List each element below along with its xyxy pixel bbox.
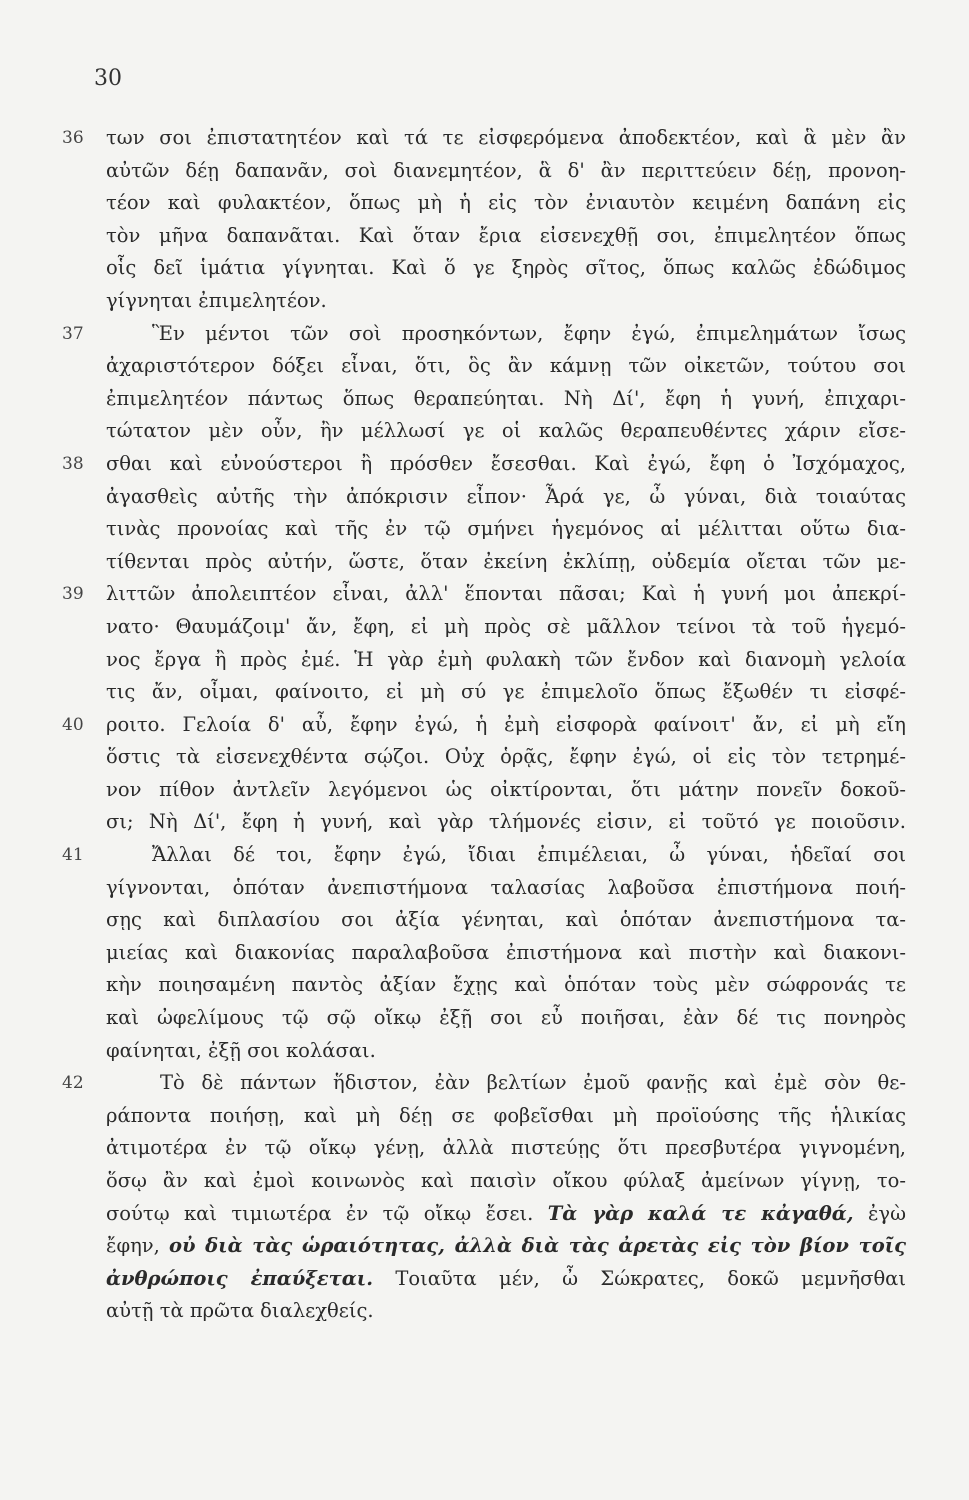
- emphasis-text: Τὰ γὰρ καλά τε κἀγαθά,: [547, 1201, 854, 1225]
- text-line: αὐτῶν δέῃ δαπανᾶν, σοὶ διανεμητέον, ἃ δ' ἂν περιττεύειν δέῃ, προνοη-: [106, 158, 906, 182]
- text-line: ράποντα ποιήσῃ, καὶ μὴ δέῃ σε φοβεῖσθαι μὴ προϊούσης τῆς ἡλικίας: [106, 1103, 906, 1127]
- text-line: σούτῳ καὶ τιμιωτέρα ἐν τῷ οἴκῳ ἔσει. Τὰ γὰρ καλά τε κἀγαθά, ἐγὼ: [106, 1201, 906, 1225]
- text-line: 39 λιττῶν ἀπολειπτέον εἶναι, ἀλλ' ἕπονται πᾶσαι; Καὶ ἡ γυνή μοι ἀπεκρί-: [106, 578, 906, 611]
- text-line: ἔφην, οὐ διὰ τὰς ὡραιότητας, ἀλλὰ διὰ τὰς ἀρετὰς εἰς τὸν βίον τοῖς: [106, 1234, 907, 1258]
- text-line: οἷς δεῖ ἱμάτια γίγνηται. Καὶ ὅ γε ξηρὸς σῖτος, ὅπως καλῶς ἐδώδιμος: [106, 256, 906, 280]
- text-line: μιείας καὶ διακονίας παραλαβοῦσα ἐπιστήμονα καὶ πιστὴν καὶ διακονι-: [106, 940, 906, 964]
- text-line: 37 Ἓν μέντοι τῶν σοὶ προσηκόντων, ἔφην ἐγώ, ἐπιμελημάτων ἴσως: [106, 318, 906, 351]
- text-line: ἐπιμελητέον πάντως ὅπως θεραπεύηται. Νὴ Δί', ἔφη ἡ γυνή, ἐπιχαρι-: [106, 386, 906, 410]
- emphasis-text: οὐ διὰ τὰς ὡραιότητας, ἀλλὰ διὰ τὰς ἀρετὰς εἰς τὸν βίον τοῖς: [168, 1234, 907, 1258]
- text-line: 38 σθαι καὶ εὐνούστεροι ἢ πρόσθεν ἔσεσθαι. Καὶ ἐγώ, ἔφη ὁ Ἰσχόμαχος,: [106, 448, 906, 481]
- text-line: 41 Ἄλλαι δέ τοι, ἔφην ἐγώ, ἴδιαι ἐπιμέλειαι, ὦ γύναι, ἡδεῖαί σοι: [106, 839, 906, 872]
- text-line: γίγνονται, ὁπόταν ἀνεπιστήμονα ταλασίας λαβοῦσα ἐπιστήμονα ποιή-: [106, 875, 906, 899]
- margin-number: 42: [62, 1073, 84, 1094]
- margin-number: 40: [62, 714, 84, 735]
- text-line: φαίνηται, ἐξῇ σοι κολάσαι.: [106, 1038, 376, 1062]
- text-line: τις ἄν, οἶμαι, φαίνοιτο, εἰ μὴ σύ γε ἐπιμελοῖο ὅπως ἔξωθέν τι εἰσφέ-: [106, 680, 906, 704]
- text-line: σι; Νὴ Δί', ἔφη ἡ γυνή, καὶ γὰρ τλήμονές εἰσιν, εἰ τοῦτό γε ποιοῦσιν.: [106, 810, 906, 834]
- margin-number: 36: [62, 128, 84, 148]
- text-line: νον πίθον ἀντλεῖν λεγόμενοι ὡς οἰκτίρονται, ὅτι μάτην πονεῖν δοκοῦ-: [106, 777, 906, 801]
- text-block: [62, 122, 907, 1328]
- text-line: τινὰς προνοίας καὶ τῆς ἐν τῷ σμήνει ἡγεμόνος αἱ μέλιτται οὕτω δια-: [106, 517, 906, 541]
- text-line: γίγνηται ἐπιμελητέον.: [106, 288, 327, 312]
- text-line: νος ἔργα ἢ πρὸς ἐμέ. Ἡ γὰρ ἐμὴ φυλακὴ τῶν ἔνδον καὶ διανομὴ γελοία: [106, 647, 906, 671]
- text-line: 40 ροιτο. Γελοία δ' αὖ, ἔφην ἐγώ, ἡ ἐμὴ εἰσφορὰ φαίνοιτ' ἄν, εἰ μὴ εἴη: [106, 709, 906, 742]
- text-line: σῃς καὶ διπλασίου σοι ἀξία γένηται, καὶ ὁπόταν ἀνεπιστήμονα τα-: [106, 908, 906, 932]
- margin-number: 37: [62, 323, 84, 344]
- text-line: κὴν ποιησαμένη παντὸς ἀξίαν ἔχῃς καὶ ὁπόταν τοὺς μὲν σώφρονάς τε: [106, 973, 906, 997]
- text-line: ἀχαριστότερον δόξει εἶναι, ὅτι, ὃς ἂν κάμνῃ τῶν οἰκετῶν, τούτου σοι: [106, 354, 906, 378]
- page-number: 30: [94, 66, 122, 91]
- margin-number: 38: [62, 453, 84, 474]
- text-line: τώτατον μὲν οὖν, ἢν μέλλωσί γε οἱ καλῶς θεραπευθέντες χάριν εἴσε-: [106, 419, 906, 443]
- text-line: ἀτιμοτέρα ἐν τῷ οἴκῳ γένῃ, ἀλλὰ πιστεύῃς ὅτι πρεσβυτέρα γιγνομένη,: [106, 1136, 906, 1160]
- text-line: ἀνθρώποις ἐπαύξεται. Τοιαῦτα μέν, ὦ Σώκρατες, δοκῶ μεμνῆσθαι: [106, 1266, 906, 1290]
- text-line: ὅστις τὰ εἰσενεχθέντα σῴζοι. Οὐχ ὁρᾷς, ἔφην ἐγώ, οἱ εἰς τὸν τετρημέ-: [106, 745, 906, 769]
- text-line: τὸν μῆνα δαπανᾶται. Καὶ ὅταν ἔρια εἰσενεχθῇ σοι, ἐπιμελητέον ὅπως: [106, 223, 906, 247]
- text-line: 36 των σοι ἐπιστατητέον καὶ τά τε εἰσφερόμενα ἀποδεκτέον, καὶ ἃ μὲν ἂν: [106, 122, 906, 155]
- margin-number: 39: [62, 584, 84, 605]
- text-line: καὶ ὠφελίμους τῷ σῷ οἴκῳ ἐξῇ σοι εὖ ποιῆσαι, ἐὰν δέ τις πονηρὸς: [106, 1006, 906, 1030]
- margin-number: 41: [62, 845, 84, 866]
- emphasis-text: ἀνθρώποις ἐπαύξεται.: [106, 1266, 373, 1290]
- text-line: αὐτῇ τὰ πρῶτα διαλεχθείς.: [106, 1299, 374, 1323]
- text-line: ὅσῳ ἂν καὶ ἐμοὶ κοινωνὸς καὶ παισὶν οἴκου φύλαξ ἀμείνων γίγνῃ, το-: [106, 1169, 906, 1192]
- text-line: ἀγασθεὶς αὐτῆς τὴν ἀπόκρισιν εἶπον· Ἆρά γε, ὦ γύναι, διὰ τοιαύτας: [106, 484, 906, 508]
- text-line: 42 Τὸ δὲ πάντων ἥδιστον, ἐὰν βελτίων ἐμοῦ φανῇς καὶ ἐμὲ σὸν θε-: [106, 1067, 906, 1100]
- text-line: τίθενται πρὸς αὐτήν, ὥστε, ὅταν ἐκείνη ἐκλίπῃ, οὐδεμία οἴεται τῶν με-: [106, 549, 906, 573]
- text-line: νατο· Θαυμάζοιμ' ἄν, ἔφη, εἰ μὴ πρὸς σὲ μᾶλλον τείνοι τὰ τοῦ ἡγεμό-: [106, 614, 906, 638]
- text-line: τέον καὶ φυλακτέον, ὅπως μὴ ἡ εἰς τὸν ἐνιαυτὸν κειμένη δαπάνη εἰς: [106, 191, 906, 215]
